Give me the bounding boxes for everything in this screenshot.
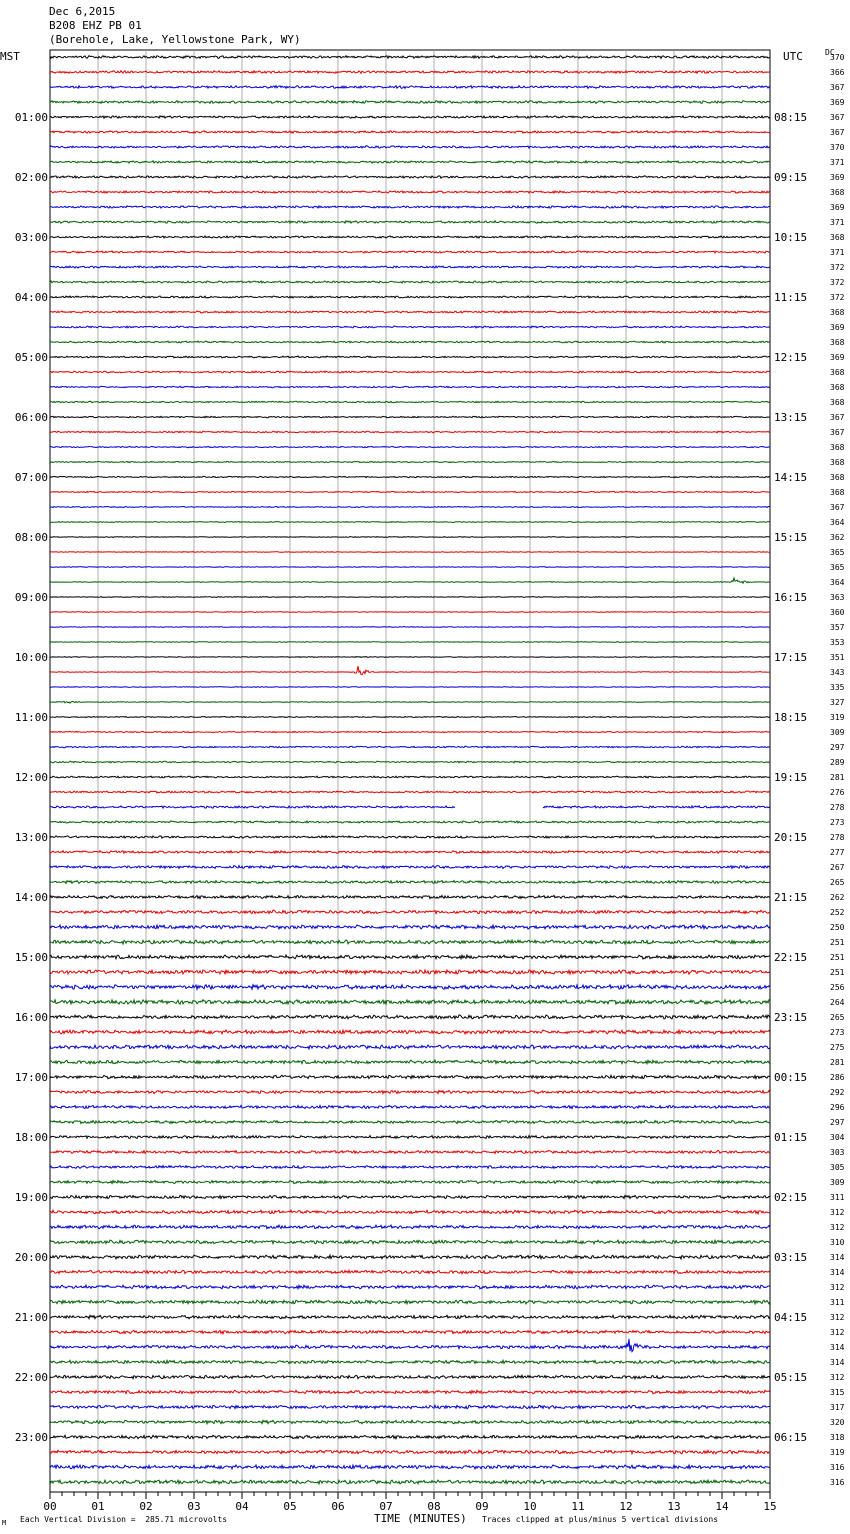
seismic-trace <box>50 806 770 808</box>
right-hour-label: 11:15 <box>774 291 808 304</box>
seismic-trace <box>50 522 770 523</box>
dc-offset-value: 267 <box>830 863 845 872</box>
seismic-trace <box>50 1255 770 1259</box>
seismic-trace <box>50 1315 770 1319</box>
seismic-trace <box>50 746 770 748</box>
right-hour-label: 14:15 <box>774 471 808 484</box>
seismic-trace <box>50 836 770 838</box>
x-tick-label: 05 <box>283 1500 297 1513</box>
left-hour-label: 09:00 <box>14 591 48 604</box>
seismic-trace <box>50 491 770 492</box>
dc-offset-value: 314 <box>830 1343 845 1352</box>
dc-offset-value: 368 <box>830 338 845 347</box>
left-hour-label: 22:00 <box>14 1371 48 1384</box>
dc-offset-value: 316 <box>830 1478 845 1487</box>
seismic-trace <box>50 1420 770 1424</box>
right-hour-label: 21:15 <box>774 891 808 904</box>
right-hour-label: 05:15 <box>774 1371 808 1384</box>
dc-offset-value: 369 <box>830 173 845 182</box>
dc-offset-value: 360 <box>830 608 845 617</box>
dc-offset-value: 335 <box>830 683 845 692</box>
seismic-trace <box>50 507 770 508</box>
dc-offset-value: 281 <box>830 1058 845 1067</box>
right-hour-label: 20:15 <box>774 831 808 844</box>
seismic-trace <box>50 281 770 283</box>
dc-offset-value: 250 <box>830 923 845 932</box>
seismic-trace <box>50 687 770 688</box>
seismic-trace <box>50 761 770 763</box>
dc-offset-value: 320 <box>830 1418 845 1427</box>
left-hour-label: 06:00 <box>14 411 48 424</box>
seismic-trace <box>50 1060 770 1064</box>
station-code: B208 EHZ PB 01 <box>49 19 142 32</box>
seismic-trace <box>50 251 770 253</box>
x-tick-label: 15 <box>763 1500 777 1513</box>
x-tick-label: 03 <box>187 1500 201 1513</box>
right-hour-label: 10:15 <box>774 231 808 244</box>
dc-offset-value: 365 <box>830 548 845 557</box>
dc-offset-value: 362 <box>830 533 845 542</box>
dc-offset-value: 364 <box>830 578 845 587</box>
right-hour-label: 06:15 <box>774 1431 808 1444</box>
seismic-trace <box>50 416 770 418</box>
trace-layer <box>50 56 770 1484</box>
seismic-trace <box>50 1151 770 1154</box>
seismic-trace <box>50 461 770 462</box>
left-hour-label: 12:00 <box>14 771 48 784</box>
dc-offset-value: 256 <box>830 983 845 992</box>
dc-offset-value: 303 <box>830 1148 845 1157</box>
seismic-trace <box>50 1339 770 1352</box>
dc-offset-value: 318 <box>830 1433 845 1442</box>
dc-offset-value: 317 <box>830 1403 845 1412</box>
dc-offset-value: 372 <box>830 293 845 302</box>
seismic-trace <box>50 86 770 89</box>
dc-offset-value: 310 <box>830 1238 845 1247</box>
right-hour-label: 12:15 <box>774 351 808 364</box>
seismic-trace <box>50 101 770 104</box>
x-axis-label: TIME (MINUTES) <box>374 1512 467 1525</box>
seismic-trace <box>50 851 770 854</box>
dc-offset-value: 369 <box>830 323 845 332</box>
right-hour-label: 08:15 <box>774 111 808 124</box>
dc-offset-value: 311 <box>830 1193 845 1202</box>
seismic-trace <box>50 146 770 148</box>
chart-date: Dec 6,2015 <box>49 5 116 18</box>
seismic-trace <box>50 446 770 447</box>
right-hour-label: 09:15 <box>774 171 808 184</box>
dc-offset-value: 314 <box>830 1268 845 1277</box>
dc-offset-value: 369 <box>830 353 845 362</box>
dc-offset-value: 312 <box>830 1223 845 1232</box>
seismic-trace <box>50 881 770 884</box>
dc-offset-value: 265 <box>830 1013 845 1022</box>
left-hour-label: 01:00 <box>14 111 48 124</box>
seismic-trace <box>50 1360 770 1363</box>
seismic-trace <box>50 925 770 929</box>
seismic-trace <box>50 1210 770 1214</box>
seismic-trace <box>50 221 770 223</box>
dc-offset-value: 289 <box>830 758 845 767</box>
seismic-trace <box>50 970 770 974</box>
x-tick-label: 12 <box>619 1500 633 1513</box>
dc-offset-value: 292 <box>830 1088 845 1097</box>
dc-offset-value: 252 <box>830 908 845 917</box>
x-tick-label: 09 <box>475 1500 489 1513</box>
seismic-trace <box>50 1225 770 1229</box>
dc-offset-value: 363 <box>830 593 845 602</box>
dc-offset-value: 275 <box>830 1043 845 1052</box>
dc-offset-value: 305 <box>830 1163 845 1172</box>
left-hour-label: 19:00 <box>14 1191 48 1204</box>
dc-offset-value: 309 <box>830 1178 845 1187</box>
seismic-trace <box>50 910 770 913</box>
seismic-trace <box>50 401 770 403</box>
seismic-trace <box>50 1240 770 1244</box>
left-hour-label: 03:00 <box>14 231 48 244</box>
dc-offset-value: 251 <box>830 953 845 962</box>
dc-offset-value: 351 <box>830 653 845 662</box>
left-hour-label: 02:00 <box>14 171 48 184</box>
station-location: (Borehole, Lake, Yellowstone Park, WY) <box>49 33 301 46</box>
seismic-trace <box>50 776 770 778</box>
right-hour-label: 04:15 <box>774 1311 808 1324</box>
left-hour-label: 08:00 <box>14 531 48 544</box>
seismic-trace <box>50 657 770 658</box>
dc-offset-value: 273 <box>830 1028 845 1037</box>
left-hour-label: 10:00 <box>14 651 48 664</box>
dc-offset-value: 273 <box>830 818 845 827</box>
seismic-trace <box>50 537 770 538</box>
seismic-trace <box>50 627 770 628</box>
seismic-trace <box>50 206 770 208</box>
dc-offset-value: 297 <box>830 743 845 752</box>
dc-offset-value: 278 <box>830 803 845 812</box>
seismic-trace <box>50 1450 770 1454</box>
seismic-trace <box>50 1105 770 1108</box>
seismic-trace <box>50 642 770 643</box>
right-hour-label: 15:15 <box>774 531 808 544</box>
left-hour-label: 14:00 <box>14 891 48 904</box>
dc-offset-value: 368 <box>830 488 845 497</box>
dc-offset-value: 369 <box>830 98 845 107</box>
right-hour-label: 00:15 <box>774 1071 808 1084</box>
seismic-trace <box>50 311 770 313</box>
right-hour-label: 23:15 <box>774 1011 808 1024</box>
seismic-trace <box>50 1300 770 1304</box>
dc-offset-value: 315 <box>830 1388 845 1397</box>
dc-offset-value: 367 <box>830 83 845 92</box>
left-hour-label: 23:00 <box>14 1431 48 1444</box>
seismic-trace <box>50 701 770 703</box>
dc-offset-value: 364 <box>830 518 845 527</box>
seismic-trace <box>50 1000 770 1005</box>
right-hour-label: 01:15 <box>774 1131 808 1144</box>
dc-offset-value: 368 <box>830 233 845 242</box>
dc-offset-value: 312 <box>830 1328 845 1337</box>
seismic-trace <box>50 940 770 944</box>
right-timezone-label: UTC <box>783 50 803 63</box>
dc-offset-value: 370 <box>830 143 845 152</box>
dc-offset-value: 357 <box>830 623 845 632</box>
left-hour-label: 11:00 <box>14 711 48 724</box>
x-tick-label: 04 <box>235 1500 249 1513</box>
dc-offset-value: 312 <box>830 1283 845 1292</box>
dc-offset-value: 278 <box>830 833 845 842</box>
seismic-trace <box>50 161 770 163</box>
seismic-trace <box>50 1166 770 1169</box>
x-tick-label: 11 <box>571 1500 585 1513</box>
left-hour-label: 18:00 <box>14 1131 48 1144</box>
right-hour-label: 22:15 <box>774 951 808 964</box>
dc-offset-value: 281 <box>830 773 845 782</box>
seismic-trace <box>50 431 770 433</box>
dc-offset-value: 311 <box>830 1298 845 1307</box>
dc-offset-header: DC <box>825 48 835 57</box>
dc-offset-value: 368 <box>830 308 845 317</box>
seismic-trace <box>50 1181 770 1184</box>
dc-offset-value: 368 <box>830 473 845 482</box>
seismic-trace <box>50 266 770 268</box>
left-hour-label: 21:00 <box>14 1311 48 1324</box>
seismic-trace <box>50 1330 770 1334</box>
corner-mark: M <box>2 1519 7 1527</box>
seismic-trace <box>50 717 770 718</box>
dc-offset-value: 371 <box>830 248 845 257</box>
dc-offset-value: 316 <box>830 1463 845 1472</box>
dc-offset-value: 372 <box>830 263 845 272</box>
seismic-trace <box>50 1090 770 1093</box>
x-tick-label: 10 <box>523 1500 537 1513</box>
right-hour-label: 13:15 <box>774 411 808 424</box>
seismic-trace <box>50 1375 770 1378</box>
seismic-trace <box>50 476 770 477</box>
left-hour-label: 07:00 <box>14 471 48 484</box>
dc-offset-value: 368 <box>830 188 845 197</box>
seismic-trace <box>50 1136 770 1139</box>
seismic-trace <box>50 1435 770 1439</box>
seismic-trace <box>50 1015 770 1019</box>
dc-offset-value: 368 <box>830 458 845 467</box>
dc-offset-value: 369 <box>830 203 845 212</box>
dc-offset-value: 371 <box>830 218 845 227</box>
dc-offset-value: 276 <box>830 788 845 797</box>
dc-offset-value: 286 <box>830 1073 845 1082</box>
dc-offset-value: 265 <box>830 878 845 887</box>
seismic-trace <box>50 791 770 793</box>
dc-offset-value: 312 <box>830 1313 845 1322</box>
dc-offset-value: 367 <box>830 113 845 122</box>
left-timezone-label: MST <box>0 50 20 63</box>
seismic-trace <box>50 1465 770 1469</box>
dc-offset-value: 368 <box>830 368 845 377</box>
right-hour-label: 02:15 <box>774 1191 808 1204</box>
left-hour-label: 20:00 <box>14 1251 48 1264</box>
seismic-trace <box>50 1045 770 1049</box>
seismic-trace <box>50 1390 770 1393</box>
label-layer <box>15 53 845 1513</box>
dc-offset-value: 264 <box>830 998 845 1007</box>
dc-offset-value: 319 <box>830 1448 845 1457</box>
dc-offset-value: 277 <box>830 848 845 857</box>
seismic-trace <box>50 1285 770 1289</box>
left-hour-label: 05:00 <box>14 351 48 364</box>
dc-offset-value: 312 <box>830 1373 845 1382</box>
seismic-trace <box>50 612 770 613</box>
seismic-trace <box>50 821 770 823</box>
right-hour-label: 03:15 <box>774 1251 808 1264</box>
x-tick-label: 07 <box>379 1500 393 1513</box>
x-tick-label: 14 <box>715 1500 729 1513</box>
seismic-trace <box>50 371 770 373</box>
seismic-trace <box>50 1075 770 1078</box>
seismic-trace <box>50 552 770 553</box>
seismic-trace <box>50 386 770 388</box>
seismic-trace <box>50 666 770 675</box>
dc-offset-value: 368 <box>830 383 845 392</box>
x-tick-label: 06 <box>331 1500 345 1513</box>
seismic-trace <box>50 1120 770 1123</box>
right-hour-label: 18:15 <box>774 711 808 724</box>
x-tick-label: 02 <box>139 1500 153 1513</box>
seismic-trace <box>50 1270 770 1273</box>
seismic-trace <box>50 191 770 193</box>
seismic-trace <box>50 356 770 358</box>
left-hour-label: 04:00 <box>14 291 48 304</box>
left-hour-label: 17:00 <box>14 1071 48 1084</box>
scale-note: Each Vertical Division = 285.71 microvolts <box>20 1515 228 1524</box>
seismic-trace <box>50 895 770 898</box>
dc-offset-value: 251 <box>830 938 845 947</box>
seismic-trace <box>50 236 770 238</box>
dc-offset-value: 296 <box>830 1103 845 1112</box>
dc-offset-value: 319 <box>830 713 845 722</box>
dc-offset-value: 367 <box>830 128 845 137</box>
dc-offset-value: 368 <box>830 443 845 452</box>
dc-offset-value: 314 <box>830 1253 845 1262</box>
dc-offset-value: 366 <box>830 68 845 77</box>
dc-offset-value: 365 <box>830 563 845 572</box>
right-hour-label: 16:15 <box>774 591 808 604</box>
x-tick-label: 08 <box>427 1500 441 1513</box>
seismic-trace <box>50 578 770 583</box>
seismic-trace <box>50 176 770 178</box>
seismic-trace <box>50 731 770 732</box>
seismic-trace <box>50 1480 770 1484</box>
seismic-trace <box>50 985 770 990</box>
dc-offset-value: 343 <box>830 668 845 677</box>
dc-offset-value: 327 <box>830 698 845 707</box>
dc-offset-value: 368 <box>830 398 845 407</box>
dc-offset-value: 372 <box>830 278 845 287</box>
dc-offset-value: 312 <box>830 1208 845 1217</box>
seismic-trace <box>50 116 770 118</box>
dc-offset-value: 371 <box>830 158 845 167</box>
dc-offset-value: 297 <box>830 1118 845 1127</box>
seismic-trace <box>50 326 770 328</box>
seismic-trace <box>50 567 770 568</box>
dc-offset-value: 367 <box>830 503 845 512</box>
seismic-trace <box>50 56 770 59</box>
dc-offset-value: 262 <box>830 893 845 902</box>
seismic-trace <box>50 131 770 133</box>
seismic-trace <box>50 1405 770 1409</box>
dc-offset-value: 309 <box>830 728 845 737</box>
left-hour-label: 13:00 <box>14 831 48 844</box>
seismic-trace <box>50 597 770 598</box>
seismic-trace <box>50 955 770 959</box>
right-hour-label: 19:15 <box>774 771 808 784</box>
dc-offset-value: 367 <box>830 428 845 437</box>
seismic-trace <box>50 1195 770 1198</box>
dc-offset-value: 314 <box>830 1358 845 1367</box>
x-tick-label: 01 <box>91 1500 105 1513</box>
dc-offset-value: 304 <box>830 1133 845 1142</box>
right-hour-label: 17:15 <box>774 651 808 664</box>
left-hour-label: 15:00 <box>14 951 48 964</box>
dc-offset-value: 251 <box>830 968 845 977</box>
x-tick-label: 00 <box>43 1500 57 1513</box>
seismic-trace <box>50 1030 770 1034</box>
left-hour-label: 16:00 <box>14 1011 48 1024</box>
clip-note: Traces clipped at plus/minus 5 vertical divisions <box>482 1515 719 1524</box>
seismic-trace <box>50 341 770 343</box>
seismic-trace <box>50 866 770 869</box>
seismic-trace <box>50 296 770 298</box>
dc-offset-value: 367 <box>830 413 845 422</box>
dc-offset-value: 353 <box>830 638 845 647</box>
seismic-trace <box>50 71 770 74</box>
dc-offset-value: 370 <box>830 53 845 62</box>
x-tick-label: 13 <box>667 1500 681 1513</box>
